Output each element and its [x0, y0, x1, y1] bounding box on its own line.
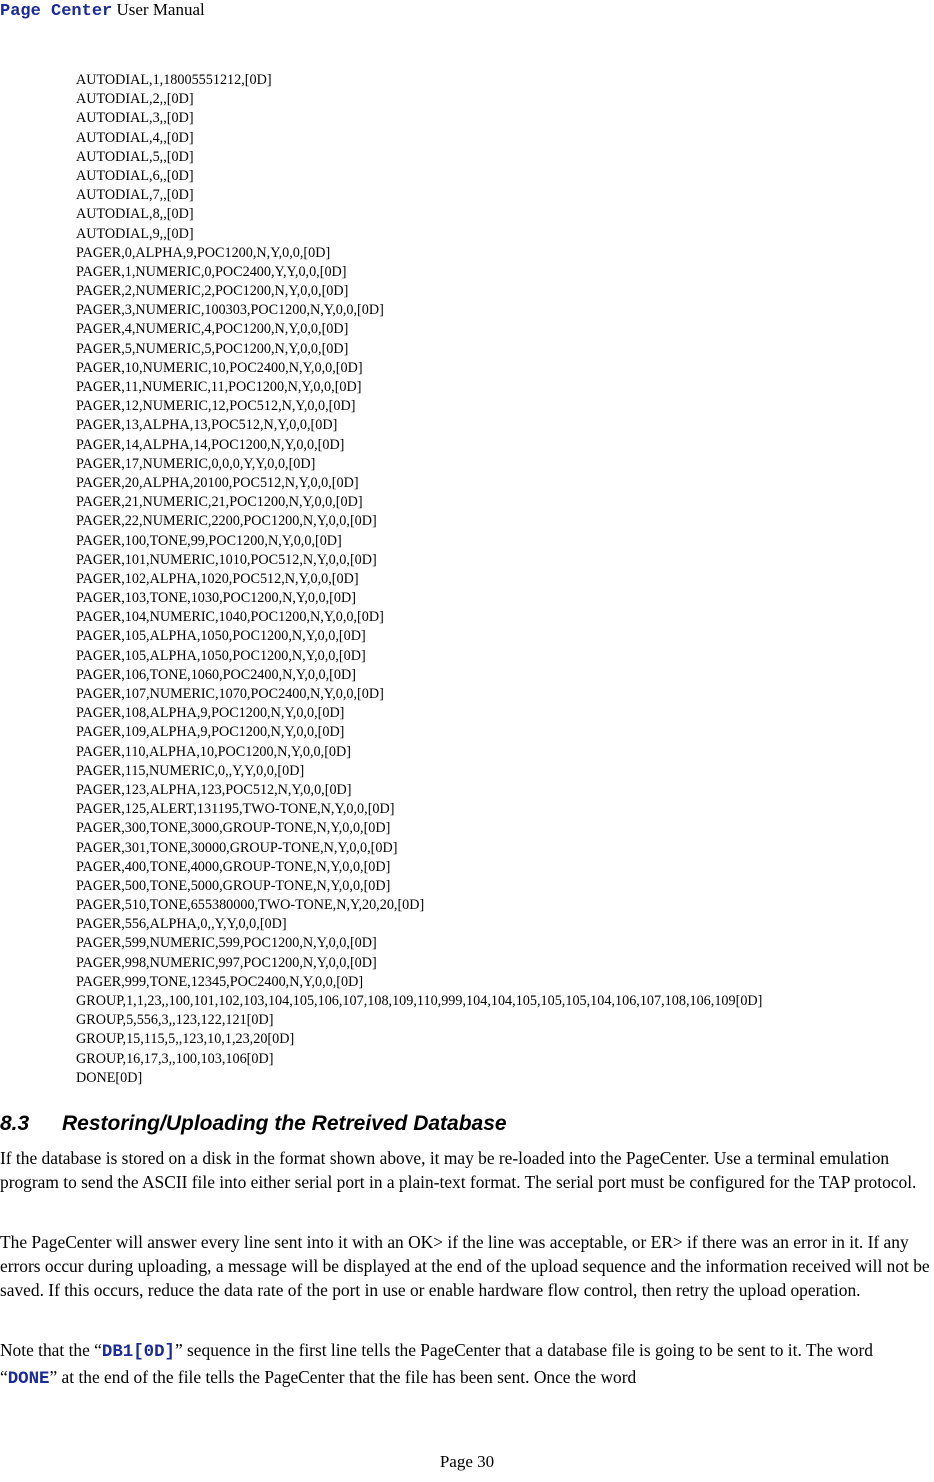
listing-line: PAGER,105,ALPHA,1050,POC1200,N,Y,0,0,[0D]	[76, 628, 366, 645]
listing-line: AUTODIAL,3,,[0D]	[76, 110, 194, 127]
listing-line: PAGER,104,NUMERIC,1040,POC1200,N,Y,0,0,[0D]	[76, 609, 384, 626]
header-title: User Manual	[112, 0, 205, 19]
listing-line: PAGER,11,NUMERIC,11,POC1200,N,Y,0,0,[0D]	[76, 379, 362, 395]
listing-line: PAGER,20,ALPHA,20100,POC512,N,Y,0,0,[0D]	[76, 474, 359, 491]
listing-line: PAGER,300,TONE,3000,GROUP-TONE,N,Y,0,0,[0D]	[76, 820, 391, 837]
listing-line: PAGER,108,ALPHA,9,POC1200,N,Y,0,0,[0D]	[76, 705, 345, 722]
listing-line: AUTODIAL,7,,[0D]	[76, 187, 194, 204]
listing-line: PAGER,13,ALPHA,13,POC512,N,Y,0,0,[0D]	[76, 417, 338, 434]
listing-line: PAGER,14,ALPHA,14,POC1200,N,Y,0,0,[0D]	[76, 436, 345, 453]
listing-line: PAGER,4,NUMERIC,4,POC1200,N,Y,0,0,[0D]	[76, 321, 349, 338]
paragraph-text: ” sequence in the first line tells the PageCenter that a database file is going to be sent to it. The word “	[0, 1340, 873, 1387]
listing-line: PAGER,500,TONE,5000,GROUP-TONE,N,Y,0,0,[0D]	[76, 877, 391, 894]
listing-line: PAGER,109,ALPHA,9,POC1200,N,Y,0,0,[0D]	[76, 724, 345, 741]
listing-line: PAGER,5,NUMERIC,5,POC1200,N,Y,0,0,[0D]	[76, 340, 349, 357]
listing-line: AUTODIAL,6,,[0D]	[76, 167, 194, 184]
listing-line: GROUP,15,115,5,,123,10,1,23,20[0D]	[76, 1031, 295, 1048]
listing-line: PAGER,12,NUMERIC,12,POC512,N,Y,0,0,[0D]	[76, 398, 356, 415]
listing-line: PAGER,999,TONE,12345,POC2400,N,Y,0,0,[0D]	[76, 973, 364, 990]
page-number: Page 30	[439, 1452, 495, 1471]
listing-line: PAGER,599,NUMERIC,599,POC1200,N,Y,0,0,[0D]	[76, 935, 377, 952]
listing-line: PAGER,102,ALPHA,1020,POC512,N,Y,0,0,[0D]	[76, 570, 359, 587]
header-brand: Page Center	[0, 2, 113, 21]
listing-line: PAGER,106,TONE,1060,POC2400,N,Y,0,0,[0D]	[76, 666, 356, 683]
listing-line: PAGER,998,NUMERIC,997,POC1200,N,Y,0,0,[0D]	[76, 954, 377, 971]
listing-line: PAGER,3,NUMERIC,100303,POC1200,N,Y,0,0,[0D]	[76, 302, 384, 319]
paragraph-responses: The PageCenter will answer every line sent into it with an OK> if the line was acceptable, or ER> if there was an error in it. If any errors occur during uploading, a message will be displayed at the end of the upload sequence and the information received will not be saved. If this occurs, reduce the data rate of the port in use or enable hardware flow control, then retry the upload operation.	[0, 1232, 930, 1300]
listing-line: PAGER,110,ALPHA,10,POC1200,N,Y,0,0,[0D]	[76, 743, 351, 760]
code-done: DONE	[7, 1370, 50, 1389]
section-heading	[0, 1111, 507, 1137]
listing-line: GROUP,16,17,3,,100,103,106[0D]	[76, 1050, 274, 1067]
listing-line: AUTODIAL,8,,[0D]	[76, 206, 194, 223]
paragraph-text: Note that the “	[0, 1340, 102, 1360]
listing-line: AUTODIAL,1,18005551212,[0D]	[76, 72, 272, 88]
listing-line: AUTODIAL,5,,[0D]	[76, 148, 194, 165]
listing-line: PAGER,400,TONE,4000,GROUP-TONE,N,Y,0,0,[0D]	[76, 858, 391, 875]
listing-line: PAGER,21,NUMERIC,21,POC1200,N,Y,0,0,[0D]	[76, 494, 363, 511]
listing-line: DONE[0D]	[76, 1069, 143, 1086]
listing-line: PAGER,103,TONE,1030,POC1200,N,Y,0,0,[0D]	[76, 590, 356, 607]
section-number: 8.3	[0, 1112, 30, 1135]
paragraph-sequence	[0, 1338, 934, 1392]
listing-line: PAGER,10,NUMERIC,10,POC2400,N,Y,0,0,[0D]	[76, 359, 363, 376]
listing-line: PAGER,123,ALPHA,123,POC512,N,Y,0,0,[0D]	[76, 781, 352, 798]
code-db1: DB1[0D]	[101, 1343, 175, 1362]
running-header	[0, 0, 205, 22]
listing-line: PAGER,22,NUMERIC,2200,POC1200,N,Y,0,0,[0D]	[76, 513, 377, 530]
listing-line: PAGER,100,TONE,99,POC1200,N,Y,0,0,[0D]	[76, 532, 342, 549]
listing-line: PAGER,125,ALERT,131195,TWO-TONE,N,Y,0,0,[0D]	[76, 801, 395, 818]
listing-line: GROUP,1,1,23,,100,101,102,103,104,105,106,107,108,109,110,999,104,104,105,105,105,104,106,107,108,106,109[0D]	[76, 993, 763, 1009]
listing-line: PAGER,105,ALPHA,1050,POC1200,N,Y,0,0,[0D]	[76, 647, 366, 664]
listing-line: PAGER,0,ALPHA,9,POC1200,N,Y,0,0,[0D]	[76, 244, 331, 261]
paragraph-text: ” at the end of the file tells the PageCenter that the file has been sent. Once the word	[49, 1367, 637, 1387]
listing-line: GROUP,5,556,3,,123,122,121[0D]	[76, 1012, 274, 1029]
paragraph-storage: If the database is stored on a disk in the format shown above, it may be re-loaded into the PageCenter. Use a terminal emulation program to send the ASCII file into either serial port in a plain-text format. The serial port must be configured for the TAP protocol.	[0, 1148, 917, 1192]
listing-line: PAGER,2,NUMERIC,2,POC1200,N,Y,0,0,[0D]	[76, 283, 349, 300]
listing-line: AUTODIAL,9,,[0D]	[76, 225, 194, 242]
listing-line: PAGER,17,NUMERIC,0,0,0,Y,Y,0,0,[0D]	[76, 455, 316, 472]
listing-line: PAGER,556,ALPHA,0,,Y,Y,0,0,[0D]	[76, 916, 287, 933]
listing-line: PAGER,301,TONE,30000,GROUP-TONE,N,Y,0,0,[0D]	[76, 839, 398, 856]
listing-line: AUTODIAL,4,,[0D]	[76, 129, 194, 146]
database-listing	[76, 71, 762, 1088]
listing-line: PAGER,510,TONE,655380000,TWO-TONE,N,Y,20,20,[0D]	[76, 897, 425, 914]
listing-line: PAGER,1,NUMERIC,0,POC2400,Y,Y,0,0,[0D]	[76, 263, 347, 280]
listing-line: AUTODIAL,2,,[0D]	[76, 91, 194, 108]
section-title: Restoring/Uploading the Retreived Database	[62, 1112, 507, 1135]
listing-line: PAGER,101,NUMERIC,1010,POC512,N,Y,0,0,[0D]	[76, 551, 377, 568]
listing-line: PAGER,115,NUMERIC,0,,Y,Y,0,0,[0D]	[76, 762, 305, 779]
listing-line: PAGER,107,NUMERIC,1070,POC2400,N,Y,0,0,[0D]	[76, 686, 384, 702]
